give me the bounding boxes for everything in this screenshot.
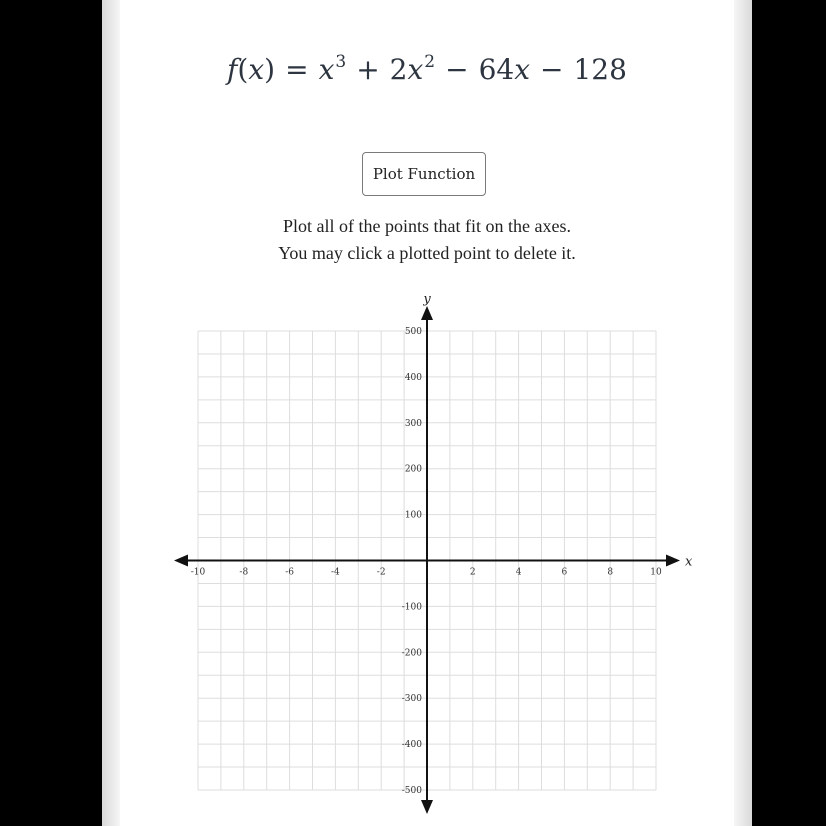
x-tick-label: 10	[650, 567, 662, 578]
x-axis-label: x	[685, 554, 693, 570]
formula-x: x	[248, 53, 265, 86]
formula-term1-exp: 3	[335, 52, 347, 72]
instruction-line-1: Plot all of the points that fit on the axes.	[283, 216, 571, 236]
x-tick-label: -6	[285, 567, 294, 578]
y-tick-label: -100	[401, 602, 422, 613]
x-tick-label: -2	[376, 567, 386, 578]
x-axis-right-arrow	[666, 555, 680, 567]
x-axis-left-arrow	[174, 555, 188, 567]
y-tick-label: -400	[401, 740, 422, 751]
formula-op1: +	[356, 53, 380, 86]
y-tick-label: -300	[401, 694, 422, 705]
y-tick-label: -500	[401, 786, 422, 796]
x-tick-label: 2	[469, 567, 476, 578]
function-formula: $f(x) = x^3 + 2x^2 - 64x - 128$	[227, 52, 627, 86]
y-tick-label: 100	[404, 510, 422, 521]
formula-term2-exp: 2	[424, 52, 436, 72]
x-tick-label: -4	[331, 567, 340, 578]
x-tick-label: -10	[190, 567, 206, 578]
formula-term3-var: x	[514, 53, 531, 86]
y-axis-up-arrow	[421, 306, 433, 320]
formula-term2-coef: 2	[389, 53, 408, 86]
x-tick-label: 4	[515, 567, 522, 578]
formula-term4: 128	[573, 53, 627, 86]
x-tick-label: 8	[607, 567, 614, 578]
y-axis-down-arrow	[421, 800, 433, 814]
y-tick-label: 200	[404, 464, 422, 475]
formula-term1-var: x	[318, 53, 335, 86]
formula-op2: −	[445, 53, 469, 86]
y-axis-label: y	[423, 292, 431, 307]
y-tick-label: -200	[401, 648, 422, 659]
x-tick-label: -8	[239, 567, 249, 578]
x-tick-label: 6	[561, 567, 568, 578]
plot-function-button[interactable]: Plot Function	[362, 152, 486, 196]
y-tick-label: 300	[404, 418, 422, 429]
y-tick-label: 500	[404, 327, 422, 337]
formula-term2-var: x	[407, 53, 424, 86]
y-tick-label: 400	[404, 372, 422, 383]
formula-term3-coef: 64	[478, 53, 515, 86]
formula-op3: −	[540, 53, 564, 86]
formula-f: f	[227, 53, 238, 86]
instruction-line-2: You may click a plotted point to delete it.	[278, 243, 576, 263]
